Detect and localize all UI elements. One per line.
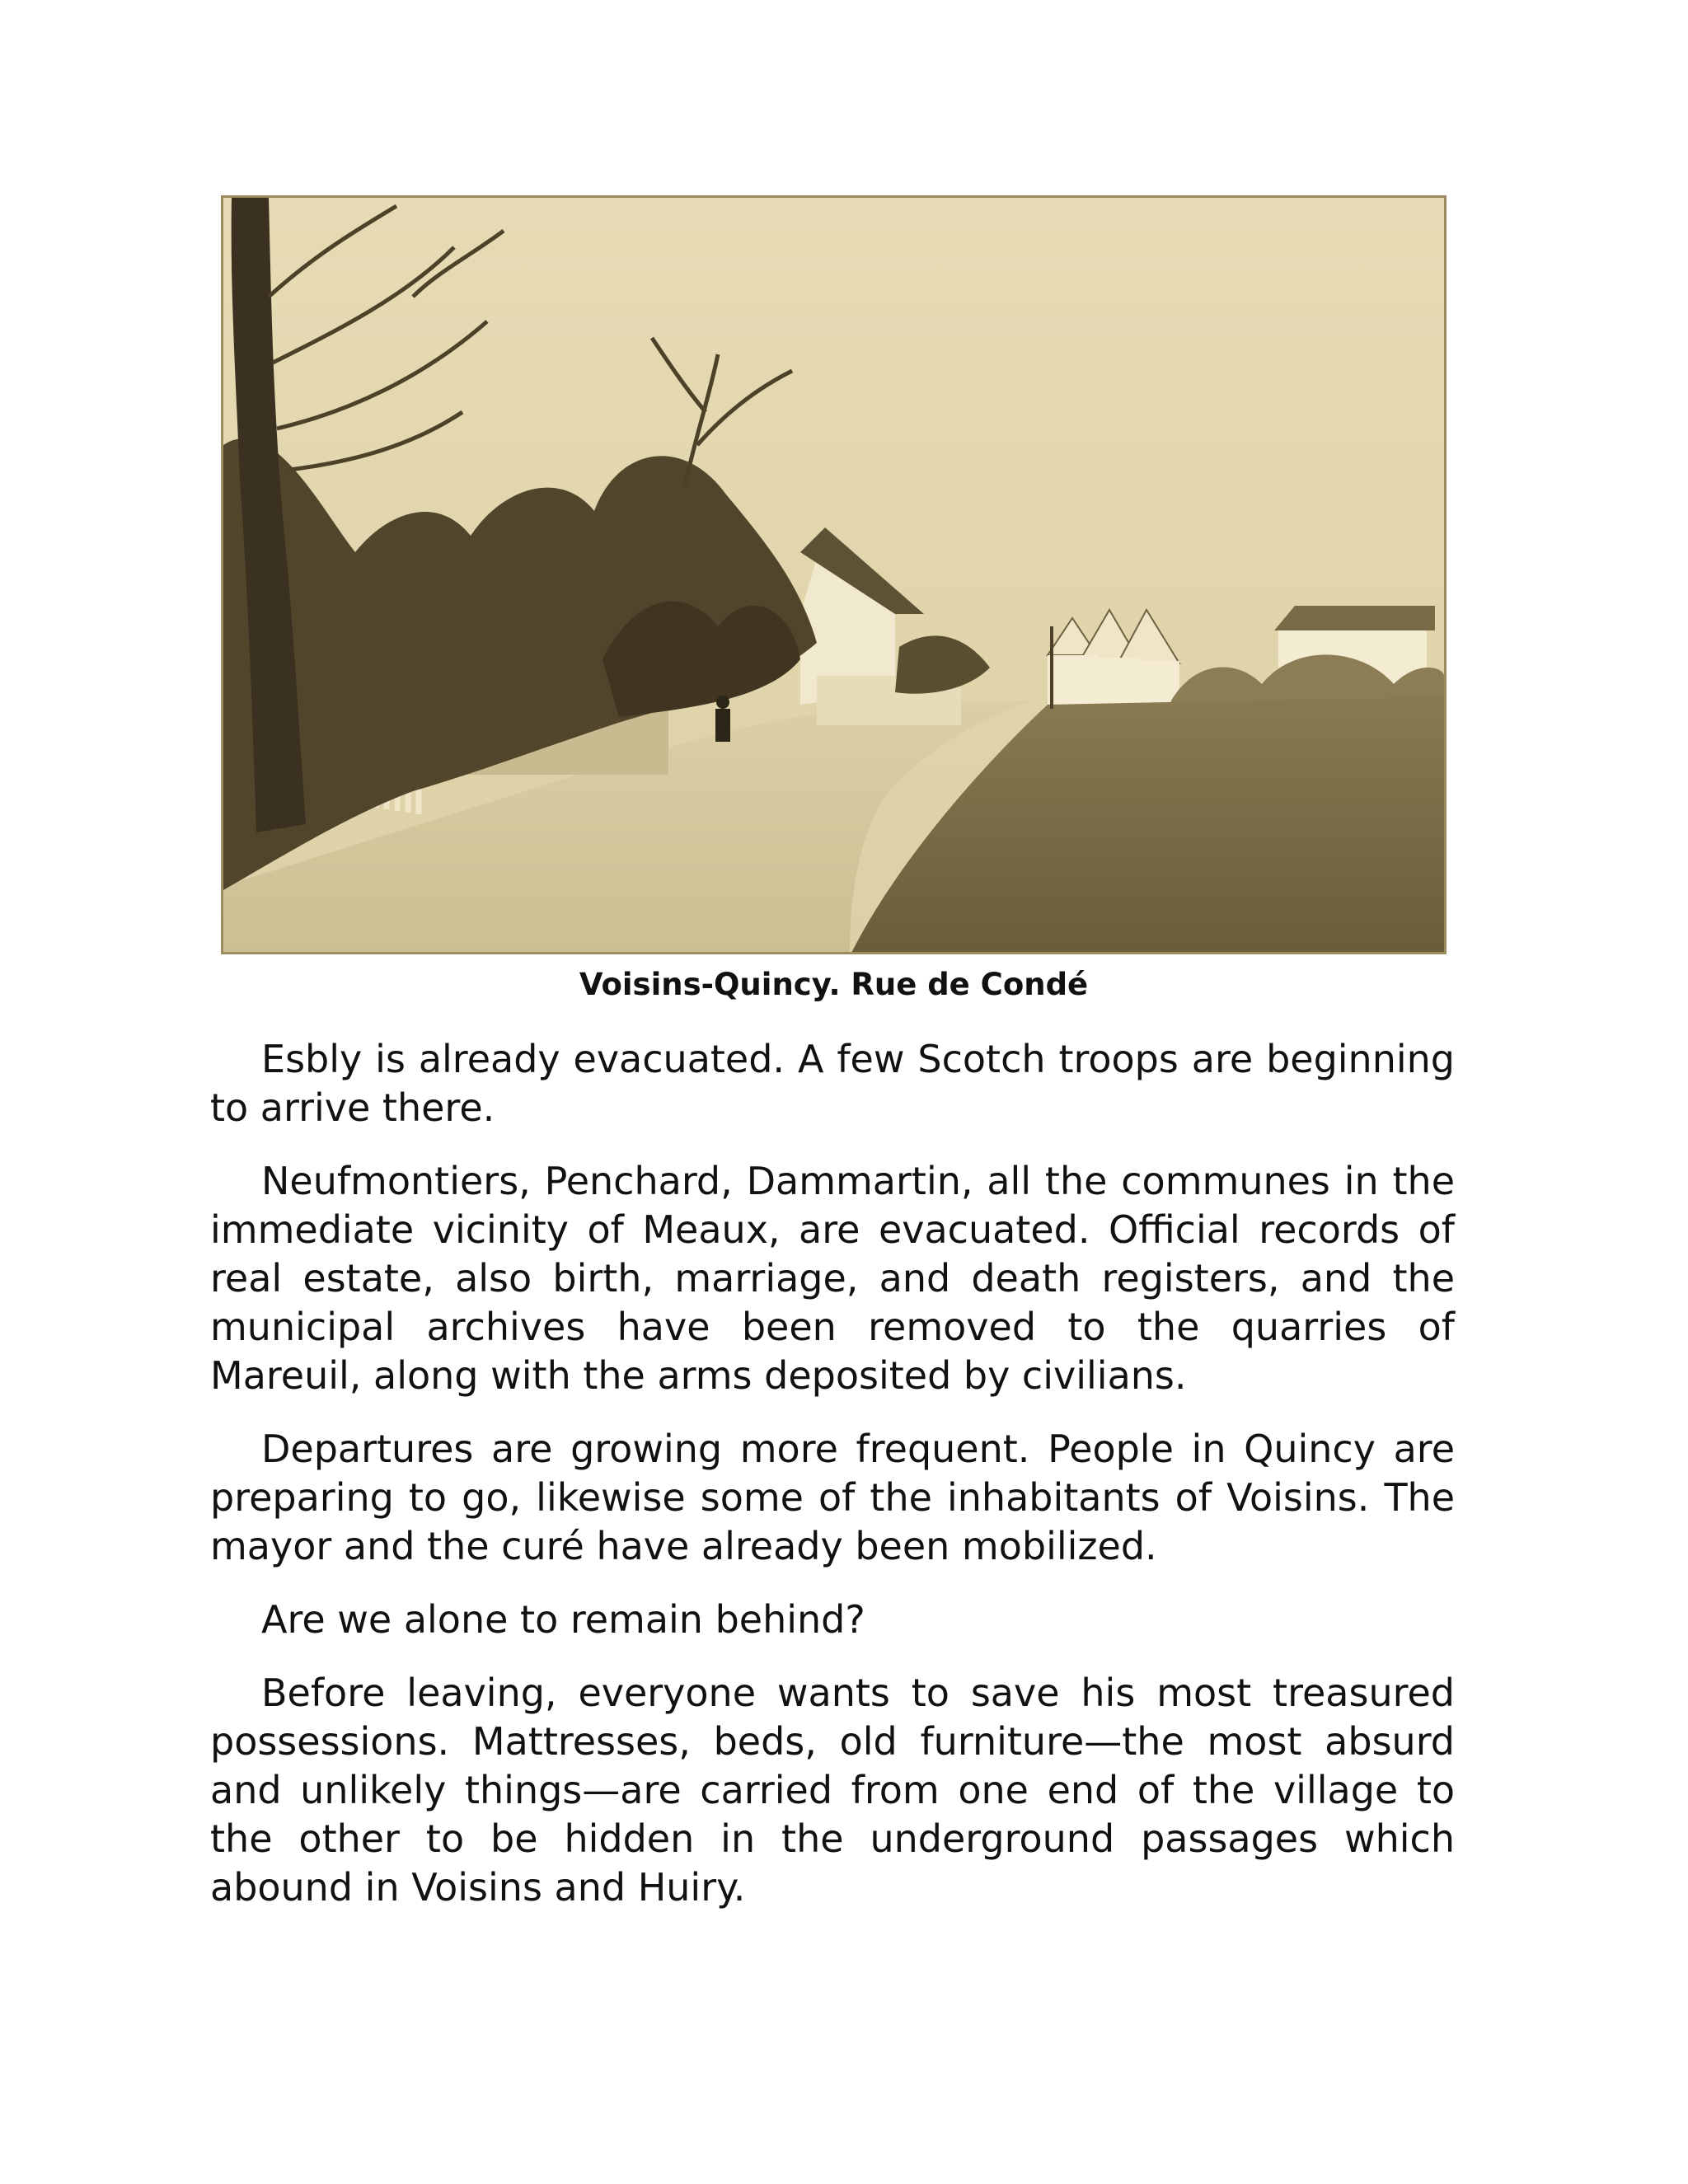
paragraph: Are we alone to remain behind? [261, 1597, 865, 1642]
photo-caption: Voisins-Quincy. Rue de Condé [579, 967, 1089, 1002]
photograph-illustration [223, 198, 1444, 952]
paragraph: Before leaving, everyone wants to save his most treasured possessions. Mattresses, beds, old furniture—the most absurd and unlikely things—are carried from one end of the village to the other to be hidden in the underground passages which abound in Voisins and Huiry. [210, 1671, 1455, 1910]
paragraph: Departures are growing more frequent. People in Quincy are preparing to go, likewise some of the inhabitants of Voisins. The mayor and the curé have already been mobilized. [210, 1427, 1455, 1568]
paragraph: Neufmontiers, Penchard, Dammartin, all the communes in the immediate vicinity of Meaux, are evacuated. Official records of real estate, also birth, marriage, and death registers, and the municipal archives have been removed to the quarries of Mareuil, along with the arms deposited by civilians. [210, 1159, 1455, 1398]
paragraph: Esbly is already evacuated. A few Scotch troops are beginning to arrive there. [210, 1037, 1455, 1130]
village-road-photograph [221, 195, 1447, 954]
body-text [210, 1035, 1455, 1937]
